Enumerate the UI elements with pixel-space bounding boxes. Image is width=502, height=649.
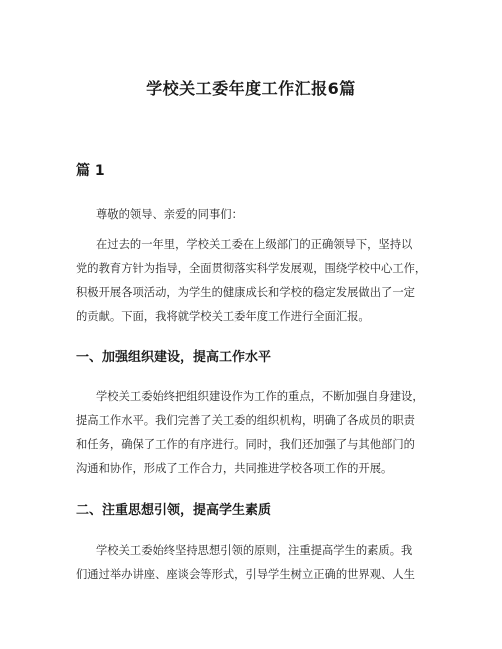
document-title: 学校关工委年度工作汇报6篇 [146, 79, 356, 98]
intro-line: 党的教育方针为指导，全面贯彻落实科学发展观，围绕学校中心工作， [76, 262, 427, 275]
section-heading: 篇 1 [76, 163, 105, 179]
part2-heading: 二、注重思想引领，提高学生素质 [76, 503, 272, 518]
intro-line: 的贡献。下面，我将就学校关工委年度工作进行全面汇报。 [76, 310, 370, 323]
intro-line: 在过去的一年里，学校关工委在上级部门的正确领导下，坚持以 [96, 238, 413, 251]
part1-line: 学校关工委始终把组织建设作为工作的重点，不断加强自身建设， [96, 390, 424, 403]
intro-line: 积极开展各项活动，为学生的健康成长和学校的稳定发展做出了一定 [76, 286, 415, 299]
part1-heading: 一、加强组织建设，提高工作水平 [76, 350, 272, 365]
part1-line: 提高工作水平。我们完善了关工委的组织机构，明确了各成员的职责 [76, 414, 415, 427]
part2-line: 们通过举办讲座、座谈会等形式，引导学生树立正确的世界观、人生 [76, 568, 415, 581]
greeting-text: 尊敬的领导、亲爱的同事们： [96, 208, 243, 221]
part1-line: 和任务，确保了工作的有序进行。同时，我们还加强了与其他部门的 [76, 438, 415, 451]
part1-line: 沟通和协作，形成了工作合力，共同推进学校各项工作的开展。 [76, 462, 393, 475]
part2-line: 学校关工委始终坚持思想引领的原则，注重提高学生的素质。我 [96, 544, 413, 557]
